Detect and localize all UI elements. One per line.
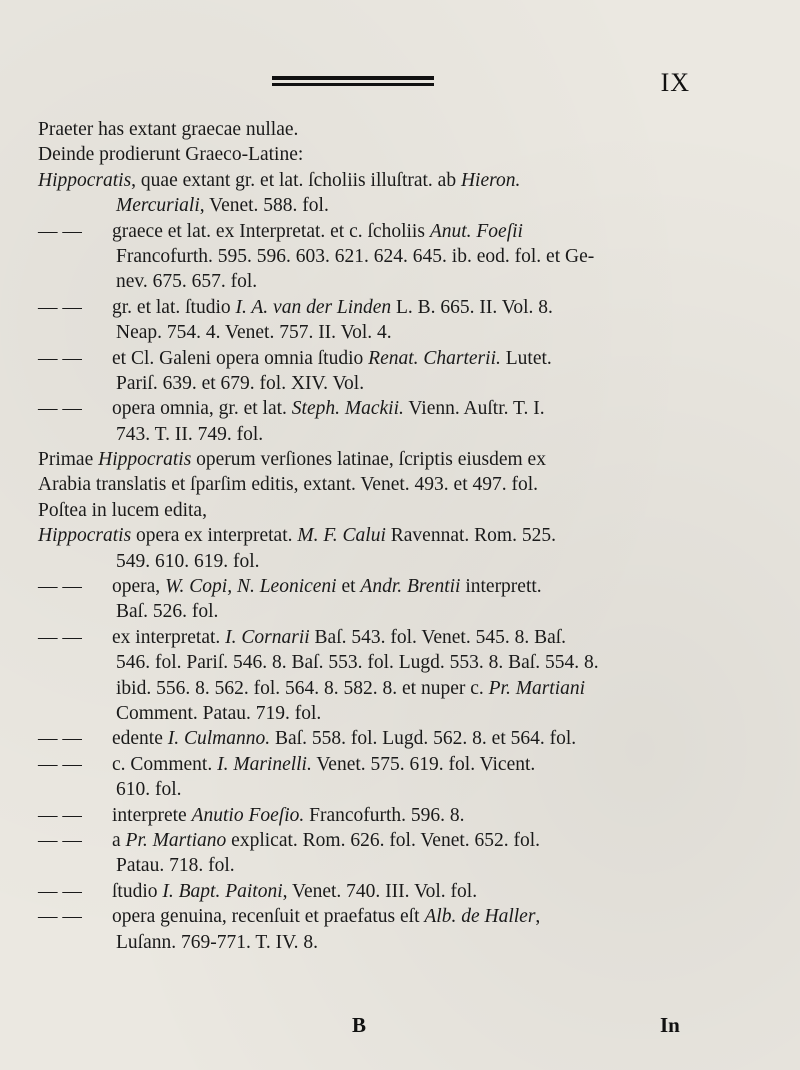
text-segment: Arabia translatis et ſparſim editis, extant. Venet. 493. et 497. fol. — [38, 474, 539, 496]
italic-text: I. Bapt. Paitoni — [162, 880, 283, 902]
italic-text: Alb. de Haller — [424, 906, 536, 928]
text-line — [38, 930, 688, 955]
italic-text: Renat. Charterii. — [368, 347, 501, 369]
text-line — [38, 117, 688, 142]
text-line — [38, 574, 688, 599]
text-segment: opera omnia, gr. et lat. — [112, 398, 292, 420]
text-line — [38, 295, 688, 320]
text-line — [38, 625, 688, 650]
text-line — [38, 142, 688, 167]
text-segment: graece et lat. ex Interpretat. et c. ſcholiis — [112, 220, 430, 242]
text-segment: 546. fol. Pariſ. 546. 8. Baſ. 553. fol. Lugd. 553. 8. Baſ. 554. 8. — [116, 652, 599, 674]
ditto-dash: — — — [38, 753, 82, 775]
text-line — [38, 726, 688, 751]
ditto-dash: — — — [38, 880, 82, 902]
text-line — [38, 371, 688, 396]
text-segment: Baſ. 558. fol. Lugd. 562. 8. et 564. fol. — [270, 728, 577, 750]
page-number: IX — [660, 68, 690, 97]
text-line — [38, 219, 688, 244]
ditto-dash: — — — [38, 829, 82, 851]
text-segment: opera genuina, recenſuit et praefatus eſt — [112, 906, 425, 928]
text-segment: ibid. 556. 8. 562. fol. 564. 8. 582. 8. et nuper c. — [116, 677, 489, 699]
text-segment: Lutet. — [500, 347, 552, 369]
text-segment: Deinde prodierunt Graeco-Latine: — [38, 144, 304, 166]
text-line — [38, 549, 688, 574]
text-line — [38, 422, 688, 447]
text-segment: Poſtea in lucem edita, — [38, 499, 207, 521]
italic-text: Anut. Foeſii — [429, 220, 523, 242]
text-line — [38, 701, 688, 726]
text-line — [38, 879, 688, 904]
text-segment: Baſ. 526. fol. — [116, 601, 219, 623]
text-segment: nev. 675. 657. fol. — [116, 271, 258, 293]
signature-mark: B — [352, 1013, 367, 1037]
ditto-dash: — — — [38, 728, 82, 750]
text-segment: et — [336, 576, 361, 598]
text-segment: L. B. 665. II. Vol. 8. — [391, 296, 553, 318]
text-segment: Venet. 575. 619. fol. Vicent. — [311, 753, 536, 775]
text-line — [38, 498, 688, 523]
text-segment: , Venet. 588. fol. — [199, 195, 329, 217]
ornament-bar-bottom — [272, 83, 434, 86]
text-line — [38, 650, 688, 675]
text-segment: , quae extant gr. et lat. ſcholiis illuſtrat. ab — [131, 169, 461, 191]
text-segment: Patau. 718. fol. — [116, 855, 235, 877]
italic-text: Hippocratis — [38, 525, 132, 547]
text-segment: gr. et lat. ſtudio — [112, 296, 236, 318]
text-segment: 549. 610. 619. fol. — [116, 550, 260, 572]
italic-text: Hieron. — [460, 169, 521, 191]
text-segment: , Venet. 740. III. Vol. fol. — [282, 880, 478, 902]
text-segment: 610. fol. — [116, 779, 182, 801]
text-line — [38, 472, 688, 497]
text-segment: a — [112, 829, 126, 851]
text-line — [38, 599, 688, 624]
text-segment: 743. T. II. 749. fol. — [116, 423, 264, 445]
text-segment: Praeter has extant graecae nullae. — [38, 119, 299, 140]
ditto-dash: — — — [38, 347, 82, 369]
text-segment: interprett. — [460, 576, 542, 598]
text-segment: Pariſ. 639. et 679. fol. XIV. Vol. — [116, 372, 365, 394]
text-segment: opera, — [112, 576, 166, 598]
text-segment: Vienn. Auſtr. T. I. — [403, 398, 545, 420]
italic-text: I. A. van der Linden — [235, 296, 392, 318]
body-text — [38, 117, 688, 955]
ditto-dash: — — — [38, 296, 82, 318]
text-segment: Comment. Patau. 719. fol. — [116, 702, 322, 724]
text-line — [38, 803, 688, 828]
text-line — [38, 244, 688, 269]
italic-text: Mercuriali — [116, 195, 200, 217]
text-line — [38, 193, 688, 218]
text-line — [38, 346, 688, 371]
text-segment: Ravennat. Rom. 525. — [385, 525, 556, 547]
text-segment: interprete — [112, 804, 192, 826]
text-segment: opera ex interpretat. — [131, 525, 298, 547]
text-segment: Francofurth. 595. 596. 603. 621. 624. 645. ib. eod. fol. et Ge- — [116, 245, 595, 267]
text-line — [38, 777, 688, 802]
text-line — [38, 828, 688, 853]
text-line — [38, 853, 688, 878]
ditto-dash: — — — [38, 626, 82, 648]
text-line — [38, 168, 688, 193]
italic-text: I. Cornarii — [225, 626, 310, 648]
text-segment: ſtudio — [112, 880, 163, 902]
italic-text: Hippocratis — [38, 169, 132, 191]
italic-text: I. Culmanno. — [167, 728, 271, 750]
text-line — [38, 447, 688, 472]
text-segment: Francofurth. 596. 8. — [304, 804, 465, 826]
italic-text: I. Marinelli. — [217, 753, 312, 775]
ditto-dash: — — — [38, 804, 82, 826]
text-segment: Luſann. 769-771. T. IV. 8. — [116, 931, 319, 953]
text-segment: operum verſiones latinae, ſcriptis eiusdem ex — [191, 449, 546, 471]
text-segment: , — [535, 906, 541, 928]
text-segment: Baſ. 543. fol. Venet. 545. 8. Baſ. — [309, 626, 567, 648]
text-line — [38, 523, 688, 548]
text-line — [38, 269, 688, 294]
text-line — [38, 904, 688, 929]
ditto-dash: — — — [38, 576, 82, 598]
italic-text: Anutio Foeſio. — [191, 804, 305, 826]
italic-text: Pr. Martiani — [488, 677, 586, 699]
ditto-dash: — — — [38, 906, 82, 928]
italic-text: M. F. Calui — [297, 525, 386, 547]
text-segment: explicat. Rom. 626. fol. Venet. 652. fol. — [226, 829, 541, 851]
text-line — [38, 752, 688, 777]
italic-text: Hippocratis — [98, 449, 192, 471]
italic-text: Pr. Martiano — [125, 829, 227, 851]
text-segment: edente — [112, 728, 168, 750]
text-line — [38, 676, 688, 701]
header-ornament-rule — [272, 74, 434, 90]
ornament-bar-top — [272, 76, 434, 80]
text-segment: Primae — [38, 449, 99, 471]
text-line — [38, 320, 688, 345]
text-segment: Neap. 754. 4. Venet. 757. II. Vol. 4. — [116, 322, 392, 344]
catchword: In — [660, 1013, 680, 1037]
text-segment: ex interpretat. — [112, 626, 226, 648]
text-segment: et Cl. Galeni opera omnia ſtudio — [112, 347, 369, 369]
italic-text: W. Copi, N. Leoniceni — [165, 576, 337, 598]
italic-text: Andr. Brentii — [360, 576, 461, 598]
text-line — [38, 396, 688, 421]
italic-text: Steph. Mackii. — [291, 398, 404, 420]
ditto-dash: — — — [38, 398, 82, 420]
text-segment: c. Comment. — [112, 753, 218, 775]
ditto-dash: — — — [38, 220, 82, 242]
